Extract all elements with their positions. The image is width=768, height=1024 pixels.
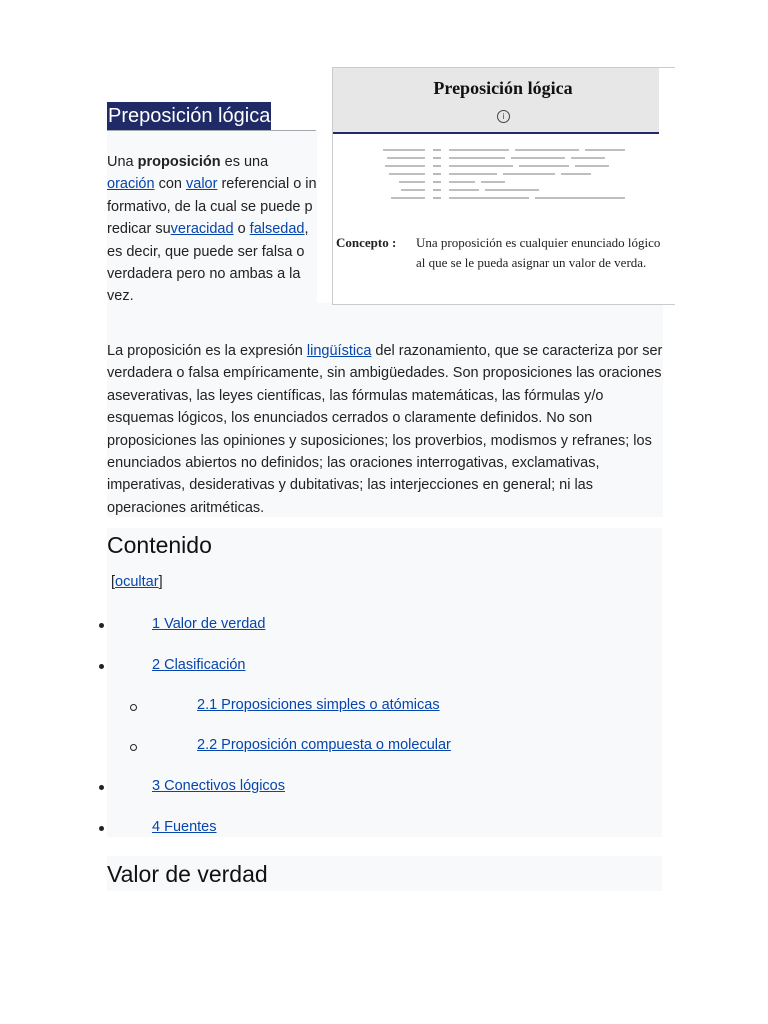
sub-bullet-icon [130,704,137,711]
toc-item-proposiciones-simples[interactable]: 2.1 Proposiciones simples o atómicas [197,697,440,713]
link-oracion[interactable]: oración [107,176,155,193]
infobox-label-cell [333,218,413,304]
text: Una [107,154,138,170]
bold-term: proposición [137,154,221,170]
formula-image [379,145,629,209]
section-heading: Valor de verdad [107,861,268,887]
text: , es decir, que puede ser falsa o verdadera pero no ambas a la vez. [107,221,309,305]
info-icon[interactable]: i [497,110,510,123]
infobox-title: Preposición lógica [433,78,573,98]
bullet-icon [99,785,104,790]
text: referencial o informativo, de la cual se puede predicar su [107,176,317,238]
bullet-icon [99,623,104,628]
infobox-concept-label: Concepto : [336,235,397,250]
link-valor[interactable]: valor [186,176,218,193]
toc-item-valor-de-verdad[interactable]: 1 Valor de verdad [152,616,266,632]
text: del razonamiento, que se caracteriza por ser verdadera o falsa empíricamente, sin ambigüedades. Son proposiciones las oraciones aseverativas, las leyes científicas, las fórmulas matemáticas, las fórmulas y/o esquemas lógicos, los enunciados cerrados o claramente definidos. No son proposiciones las opiniones y suposiciones; los proverbios, modismos y refranes; los enunciados abiertos no definidos; las oraciones interrogativas, exclamativas, imperativas, desiderativas y dubitativas; las interjecciones en general; ni las operaciones aritméticas. [107,343,663,516]
bullet-icon [99,664,104,669]
text: es una [220,154,269,170]
infobox-divider [333,132,659,134]
body-paragraph [107,340,663,519]
text: La proposición es la expresión [107,343,307,359]
bracket: [ [111,574,116,590]
bullet-icon [99,826,104,831]
sub-bullet-icon [130,744,137,751]
link-falsedad[interactable]: falsedad [249,221,305,238]
link-linguistica[interactable]: lingüística [306,343,372,359]
title-underline [107,130,316,131]
page-title: Preposición lógica [107,102,271,130]
infobox-concept-text: Una proposición es cualquier enunciado lógico al que se le pueda asignar un valor de verda. [416,235,661,270]
toc-hide-link[interactable]: ocultar [115,574,159,590]
intro-paragraph [107,151,317,308]
text: con [154,176,186,193]
toc-toggle [111,574,163,590]
toc-heading: Contenido [107,532,212,558]
bracket: ] [158,574,163,590]
toc-item-conectivos-logicos[interactable]: 3 Conectivos lógicos [152,778,285,794]
toc-item-fuentes[interactable]: 4 Fuentes [152,819,217,835]
text: o [233,221,250,238]
infobox [332,67,675,305]
toc-item-proposicion-compuesta[interactable]: 2.2 Proposición compuesta o molecular [197,737,451,753]
toc-item-clasificacion[interactable]: 2 Clasificación [152,657,246,673]
link-veracidad[interactable]: veracidad [170,221,234,238]
